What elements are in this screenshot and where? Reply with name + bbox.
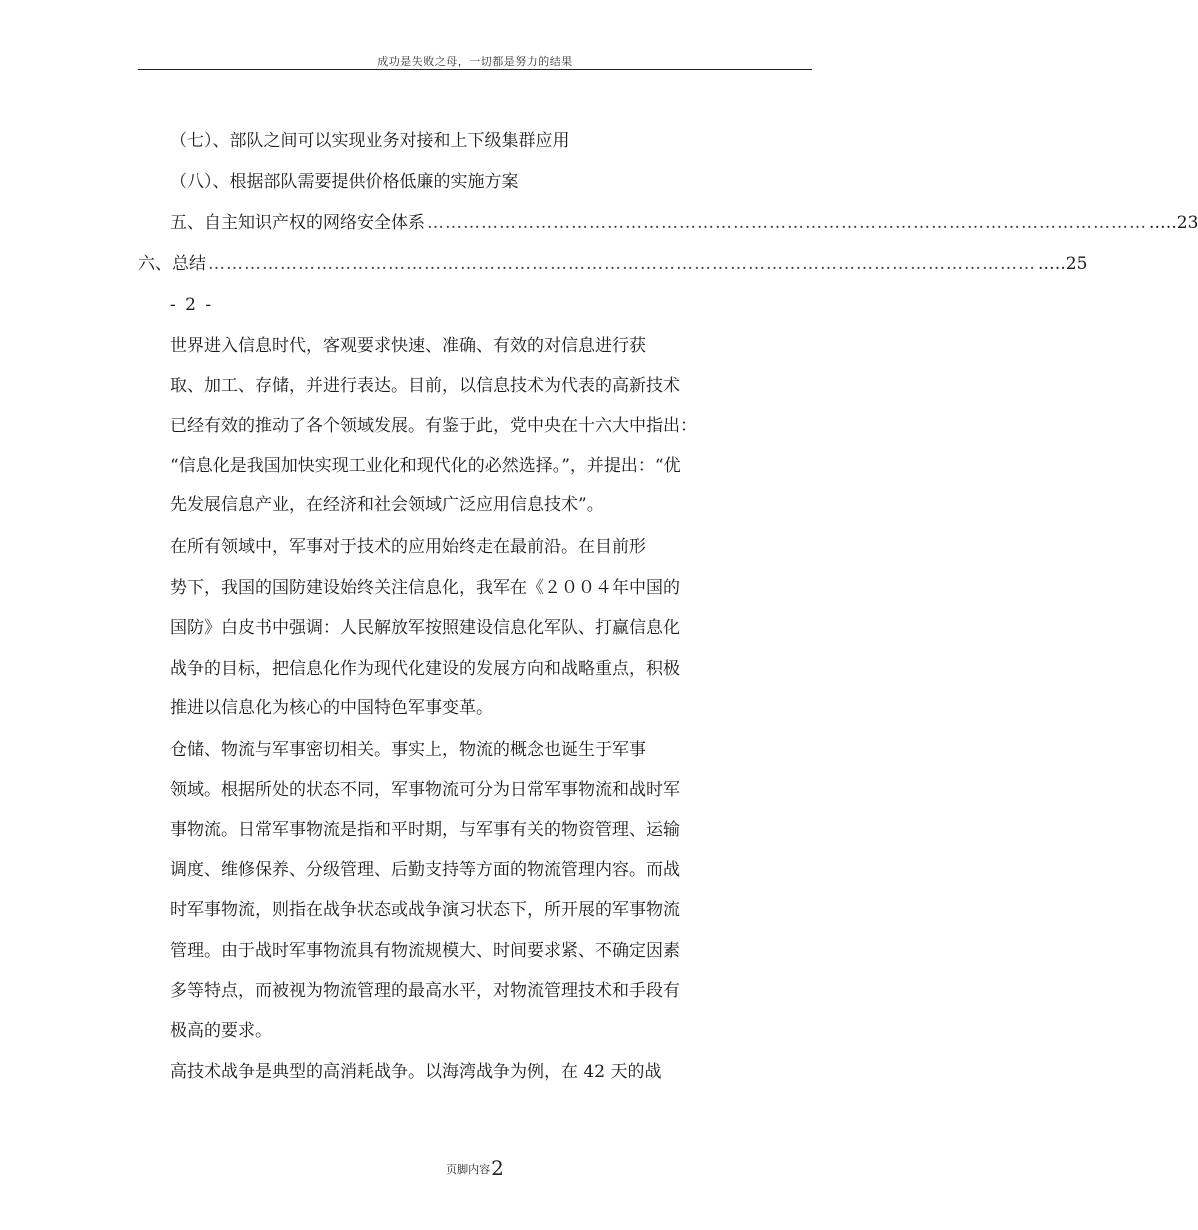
body-line: 推进以信息化为核心的中国特色军事变革。 — [170, 698, 493, 718]
body-line: 事物流。日常军事物流是指和平时期，与军事有关的物资管理、运输 — [170, 820, 680, 840]
body-line: 时军事物流，则指在战争状态或战争演习状态下，所开展的军事物流 — [170, 900, 680, 920]
toc-sub-item-8: （八）、根据部队需要提供价格低廉的实施方案 — [170, 172, 519, 192]
header-divider — [138, 69, 812, 70]
body-line: 取、加工、存储，并进行表达。目前，以信息技术为代表的高新技术 — [170, 376, 680, 396]
toc-entry-page: .….25 — [1038, 254, 1088, 274]
body-line: 调度、维修保养、分级管理、后勤支持等方面的物流管理内容。而战 — [170, 860, 680, 880]
header-motto: 成功是失败之母，一切都是努力的结果 — [377, 55, 573, 68]
toc-entry-title: 总结 — [172, 254, 206, 274]
body-line: 已经有效的推动了各个领域发展。有鉴于此，党中央在十六大中指出： — [170, 416, 697, 436]
body-line: 先发展信息产业，在经济和社会领域广泛应用信息技术”。 — [170, 495, 604, 515]
toc-entry-6 — [138, 253, 1088, 275]
body-line: 管理。由于战时军事物流具有物流规模大、时间要求紧、不确定因素 — [170, 941, 680, 961]
body-line: 多等特点，而被视为物流管理的最高水平，对物流管理技术和手段有 — [170, 981, 680, 1001]
toc-entry-page: .….23 — [1149, 213, 1198, 233]
toc-entry-title: 自主知识产权的网络安全体系 — [204, 213, 425, 233]
body-line: 领域。根据所处的状态不同，军事物流可分为日常军事物流和战时军 — [170, 780, 680, 800]
body-line: “信息化是我国加快实现工业化和现代化的必然选择。”，并提出：“优 — [170, 456, 681, 476]
body-line: 在所有领域中，军事对于技术的应用始终走在最前沿。在目前形 — [170, 537, 646, 557]
toc-dot-leader: ………………………………………………………………………………………………………………………… — [208, 254, 1036, 274]
footer-label: 页脚内容 — [446, 1163, 491, 1176]
body-line: 战争的目标，把信息化作为现代化建设的发展方向和战略重点，积极 — [170, 659, 680, 679]
toc-entry-5 — [170, 212, 1198, 234]
toc-entry-number: 五、 — [170, 213, 204, 233]
toc-dot-leader: ………………………………………………………………………………………………………… — [427, 213, 1147, 233]
toc-sub-item-7: （七）、部队之间可以实现业务对接和上下级集群应用 — [170, 131, 570, 151]
page-marker: - 2 - — [170, 295, 214, 315]
body-line: 世界进入信息时代，客观要求快速、准确、有效的对信息进行获 — [170, 336, 646, 356]
footer-page-number: 2 — [491, 1156, 504, 1180]
body-line: 极高的要求。 — [170, 1021, 272, 1041]
page-footer — [0, 1156, 950, 1180]
body-line: 仓储、物流与军事密切相关。事实上，物流的概念也诞生于军事 — [170, 740, 646, 760]
body-line: 国防》白皮书中强调：人民解放军按照建设信息化军队、打赢信息化 — [170, 618, 680, 638]
body-line: 高技术战争是典型的高消耗战争。以海湾战争为例，在 42 天的战 — [170, 1062, 662, 1082]
toc-entry-number: 六、 — [138, 254, 172, 274]
body-line: 势下，我国的国防建设始终关注信息化，我军在《２００４年中国的 — [170, 578, 680, 598]
